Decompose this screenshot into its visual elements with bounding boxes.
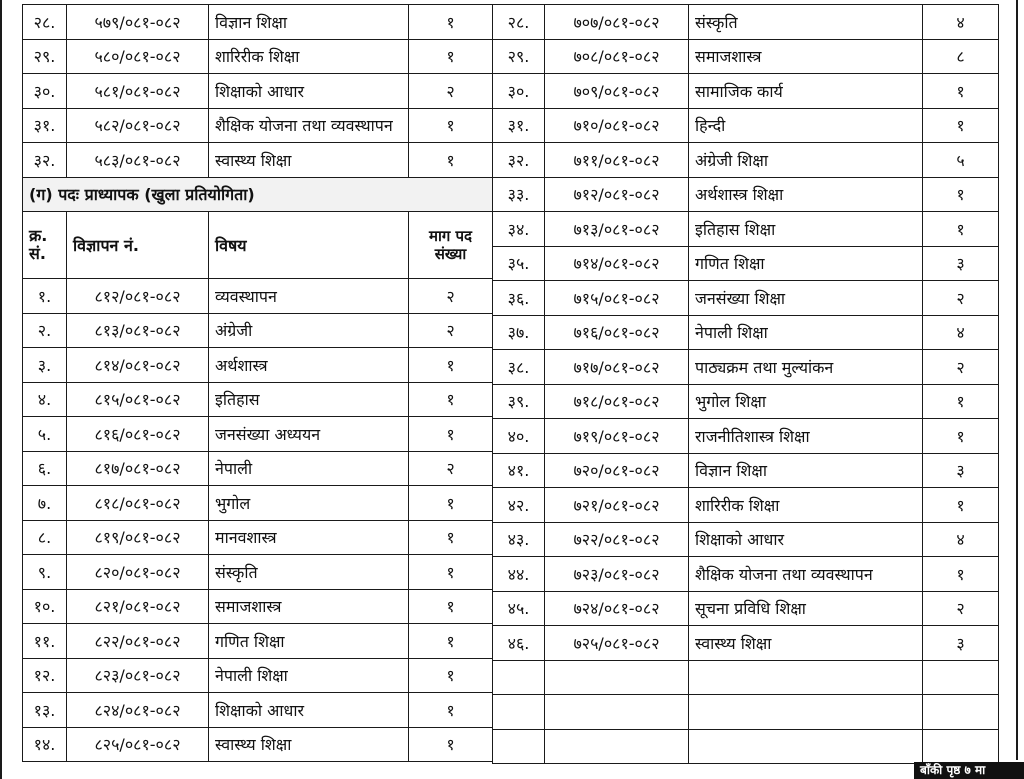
subject-cell: शिक्षाको आधार <box>209 74 409 109</box>
serial-number-cell: २९. <box>493 39 545 74</box>
posts-count-cell: १ <box>923 557 999 592</box>
subject-cell: नेपाली शिक्षा <box>209 658 409 693</box>
advertisement-number-cell: ७२३/०८१-०८२ <box>545 557 689 592</box>
advertisement-number-cell: ७२०/०८१-०८२ <box>545 453 689 488</box>
subject-cell: पाठ्यक्रम तथा मुल्यांकन <box>689 350 923 385</box>
table-row <box>23 520 493 555</box>
empty-cell <box>493 729 545 764</box>
table-row <box>23 624 493 659</box>
advertisement-number-cell: ८२३/०८१-०८२ <box>67 658 209 693</box>
subject-cell: गणित शिक्षा <box>689 246 923 281</box>
advertisement-number-cell: ५७९/०८१-०८२ <box>67 5 209 40</box>
advertisement-number-cell: ७१५/०८१-०८२ <box>545 281 689 316</box>
advertisement-number-cell: ५८२/०८१-०८२ <box>67 108 209 143</box>
serial-number-cell: १२. <box>23 658 67 693</box>
serial-number-cell: ६. <box>23 451 67 486</box>
advertisement-number-cell: ५८०/०८१-०८२ <box>67 39 209 74</box>
posts-count-cell: १ <box>409 555 493 590</box>
table-row <box>493 557 999 592</box>
subject-cell: इतिहास <box>209 382 409 417</box>
serial-number-cell: १. <box>23 279 67 314</box>
posts-count-cell: ३ <box>923 453 999 488</box>
subject-cell: हिन्दी <box>689 108 923 143</box>
empty-cell <box>923 729 999 764</box>
subject-cell: सामाजिक कार्य <box>689 74 923 109</box>
subject-cell: अंग्रेजी शिक्षा <box>689 143 923 178</box>
subject-cell: जनसंख्या शिक्षा <box>689 281 923 316</box>
subject-cell: शैक्षिक योजना तथा व्यवस्थापन <box>689 557 923 592</box>
serial-number-cell: ३३. <box>493 177 545 212</box>
posts-count-cell: १ <box>409 39 493 74</box>
advertisement-number-cell: ७१०/०८१-०८२ <box>545 108 689 143</box>
table-row <box>493 522 999 557</box>
posts-count-cell: १ <box>409 727 493 762</box>
serial-number-cell: ११. <box>23 624 67 659</box>
empty-cell <box>493 695 545 730</box>
empty-row <box>493 660 999 695</box>
posts-count-cell: ४ <box>923 522 999 557</box>
subject-cell: समाजशास्त्र <box>209 589 409 624</box>
table-row <box>493 74 999 109</box>
posts-count-cell: १ <box>923 177 999 212</box>
posts-count-cell: १ <box>409 486 493 521</box>
empty-cell <box>923 660 999 695</box>
serial-number-cell: १४. <box>23 727 67 762</box>
subject-cell: शिक्षाको आधार <box>209 693 409 728</box>
subject-cell: अर्थशास्त्र <box>209 348 409 383</box>
serial-number-cell: ३६. <box>493 281 545 316</box>
table-row <box>23 108 493 143</box>
serial-number-cell: ३०. <box>23 74 67 109</box>
table-row <box>493 39 999 74</box>
left-vacancy-table <box>22 4 493 762</box>
subject-cell: राजनीतिशास्त्र शिक्षा <box>689 419 923 454</box>
serial-number-cell: २९. <box>23 39 67 74</box>
continued-page-note: बाँकी पृष्ठ ७ मा <box>914 762 1024 779</box>
table-row <box>493 177 999 212</box>
posts-count-cell: १ <box>923 488 999 523</box>
subject-cell: शिक्षाको आधार <box>689 522 923 557</box>
posts-count-cell: १ <box>923 108 999 143</box>
advertisement-number-cell: ८१३/०८१-०८२ <box>67 313 209 348</box>
advertisement-number-cell: ८१४/०८१-०८२ <box>67 348 209 383</box>
serial-number-cell: ३८. <box>493 350 545 385</box>
subject-cell: भुगोल शिक्षा <box>689 384 923 419</box>
posts-count-cell: २ <box>923 350 999 385</box>
table-row <box>493 281 999 316</box>
advertisement-number-cell: ८१७/०८१-०८२ <box>67 451 209 486</box>
table-row <box>23 589 493 624</box>
subject-cell: विज्ञान शिक्षा <box>209 5 409 40</box>
serial-number-cell: ४३. <box>493 522 545 557</box>
empty-cell <box>689 660 923 695</box>
serial-number-cell: ४०. <box>493 419 545 454</box>
posts-count-cell: १ <box>409 382 493 417</box>
subject-cell: इतिहास शिक्षा <box>689 212 923 247</box>
table-row <box>23 658 493 693</box>
table-row <box>23 693 493 728</box>
table-row <box>23 451 493 486</box>
serial-number-cell: ४. <box>23 382 67 417</box>
posts-count-cell: ३ <box>923 626 999 661</box>
posts-count-cell: ५ <box>923 143 999 178</box>
serial-number-cell: ३४. <box>493 212 545 247</box>
left-table-body <box>23 5 493 762</box>
header-posts-count: माग पद संख्या <box>409 212 493 279</box>
posts-count-cell: १ <box>409 589 493 624</box>
table-row <box>493 591 999 626</box>
posts-count-cell: ४ <box>923 315 999 350</box>
table-row <box>23 486 493 521</box>
table-row <box>23 143 493 178</box>
serial-number-cell: ३२. <box>23 143 67 178</box>
posts-count-cell: २ <box>923 281 999 316</box>
serial-number-cell: १३. <box>23 693 67 728</box>
table-row <box>493 246 999 281</box>
subject-cell: स्वास्थ्य शिक्षा <box>209 727 409 762</box>
empty-row <box>493 729 999 764</box>
serial-number-cell: ४६. <box>493 626 545 661</box>
posts-count-cell: १ <box>409 348 493 383</box>
empty-cell <box>545 695 689 730</box>
subject-cell: अंग्रेजी <box>209 313 409 348</box>
serial-number-cell: ९. <box>23 555 67 590</box>
posts-count-cell: १ <box>409 143 493 178</box>
posts-count-cell: ८ <box>923 39 999 74</box>
serial-number-cell: १०. <box>23 589 67 624</box>
empty-cell <box>545 660 689 695</box>
serial-number-cell: ३५. <box>493 246 545 281</box>
advertisement-number-cell: ८१८/०८१-०८२ <box>67 486 209 521</box>
subject-cell: भुगोल <box>209 486 409 521</box>
serial-number-cell: ३९. <box>493 384 545 419</box>
subject-cell: सूचना प्रविधि शिक्षा <box>689 591 923 626</box>
table-row <box>23 727 493 762</box>
serial-number-cell: ३७. <box>493 315 545 350</box>
table-row <box>493 108 999 143</box>
subject-cell: स्वास्थ्य शिक्षा <box>689 626 923 661</box>
posts-count-cell: १ <box>923 419 999 454</box>
advertisement-number-cell: ७०९/०८१-०८२ <box>545 74 689 109</box>
posts-count-cell: १ <box>923 384 999 419</box>
posts-count-cell: २ <box>923 591 999 626</box>
header-advertisement-number: विज्ञापन नं. <box>67 212 209 279</box>
serial-number-cell: ४२. <box>493 488 545 523</box>
subject-cell: स्वास्थ्य शिक्षा <box>209 143 409 178</box>
posts-count-cell: १ <box>409 624 493 659</box>
table-row <box>23 39 493 74</box>
table-row <box>493 212 999 247</box>
table-row <box>23 348 493 383</box>
posts-count-cell: १ <box>409 417 493 452</box>
table-row <box>23 5 493 40</box>
empty-row <box>493 695 999 730</box>
advertisement-number-cell: ५८३/०८१-०८२ <box>67 143 209 178</box>
serial-number-cell: २. <box>23 313 67 348</box>
table-row <box>493 626 999 661</box>
advertisement-number-cell: ८१६/०८१-०८२ <box>67 417 209 452</box>
table-row <box>493 488 999 523</box>
advertisement-number-cell: ८२१/०८१-०८२ <box>67 589 209 624</box>
serial-number-cell: ७. <box>23 486 67 521</box>
subject-cell: संस्कृति <box>209 555 409 590</box>
subject-cell: अर्थशास्त्र शिक्षा <box>689 177 923 212</box>
serial-number-cell: ३२. <box>493 143 545 178</box>
subject-cell: जनसंख्या अध्ययन <box>209 417 409 452</box>
advertisement-number-cell: ७१४/०८१-०८२ <box>545 246 689 281</box>
table-row <box>493 384 999 419</box>
advertisement-number-cell: ७०८/०८१-०८२ <box>545 39 689 74</box>
serial-number-cell: ४५. <box>493 591 545 626</box>
advertisement-number-cell: ८१५/०८१-०८२ <box>67 382 209 417</box>
subject-cell: नेपाली <box>209 451 409 486</box>
table-row <box>23 74 493 109</box>
table-row <box>23 417 493 452</box>
empty-cell <box>689 729 923 764</box>
empty-cell <box>493 660 545 695</box>
header-subject: विषय <box>209 212 409 279</box>
subject-cell: शैक्षिक योजना तथा व्यवस्थापन <box>209 108 409 143</box>
table-row <box>493 315 999 350</box>
left-border-line <box>0 0 2 779</box>
subject-cell: शारिरीक शिक्षा <box>689 488 923 523</box>
table-row <box>493 143 999 178</box>
subject-cell: गणित शिक्षा <box>209 624 409 659</box>
advertisement-number-cell: ८१९/०८१-०८२ <box>67 520 209 555</box>
subject-cell: शारिरीक शिक्षा <box>209 39 409 74</box>
subject-cell: मानवशास्त्र <box>209 520 409 555</box>
subject-cell: व्यवस्थापन <box>209 279 409 314</box>
serial-number-cell: ४४. <box>493 557 545 592</box>
advertisement-number-cell: ७१८/०८१-०८२ <box>545 384 689 419</box>
advertisement-number-cell: ८२२/०८१-०८२ <box>67 624 209 659</box>
subject-cell: समाजशास्त्र <box>689 39 923 74</box>
serial-number-cell: ३१. <box>493 108 545 143</box>
advertisement-number-cell: ७१६/०८१-०८२ <box>545 315 689 350</box>
table-row <box>493 419 999 454</box>
table-row <box>493 350 999 385</box>
advertisement-number-cell: ७२१/०८१-०८२ <box>545 488 689 523</box>
advertisement-number-cell: ७१३/०८१-०८२ <box>545 212 689 247</box>
advertisement-number-cell: ७१२/०८१-०८२ <box>545 177 689 212</box>
subject-cell: संस्कृति <box>689 5 923 40</box>
subject-cell: नेपाली शिक्षा <box>689 315 923 350</box>
advertisement-number-cell: ७१९/०८१-०८२ <box>545 419 689 454</box>
advertisement-number-cell: ७०७/०८१-०८२ <box>545 5 689 40</box>
right-vacancy-table <box>492 4 999 764</box>
posts-count-cell: २ <box>409 279 493 314</box>
posts-count-cell: २ <box>409 74 493 109</box>
right-border-line <box>1016 0 1018 760</box>
serial-number-cell: ३. <box>23 348 67 383</box>
advertisement-number-cell: ७११/०८१-०८२ <box>545 143 689 178</box>
serial-number-cell: २८. <box>23 5 67 40</box>
posts-count-cell: २ <box>409 451 493 486</box>
table-row <box>23 279 493 314</box>
serial-number-cell: ८. <box>23 520 67 555</box>
serial-number-cell: ३०. <box>493 74 545 109</box>
serial-number-cell: ३१. <box>23 108 67 143</box>
posts-count-cell: १ <box>409 693 493 728</box>
table-row <box>493 453 999 488</box>
right-table-body <box>493 5 999 764</box>
posts-count-cell: ३ <box>923 246 999 281</box>
advertisement-number-cell: ८२५/०८१-०८२ <box>67 727 209 762</box>
table-row <box>23 555 493 590</box>
column-header-row <box>23 212 493 279</box>
posts-count-cell: १ <box>923 212 999 247</box>
advertisement-number-cell: ७१७/०८१-०८२ <box>545 350 689 385</box>
subject-cell: विज्ञान शिक्षा <box>689 453 923 488</box>
advertisement-number-cell: ८२०/०८१-०८२ <box>67 555 209 590</box>
advertisement-number-cell: ७२२/०८१-०८२ <box>545 522 689 557</box>
serial-number-cell: ४१. <box>493 453 545 488</box>
section-heading: (ग) पदः प्राध्यापक (खुला प्रतियोगिता) <box>23 177 493 212</box>
advertisement-number-cell: ८२४/०८१-०८२ <box>67 693 209 728</box>
posts-count-cell: १ <box>409 5 493 40</box>
advertisement-number-cell: ७२५/०८१-०८२ <box>545 626 689 661</box>
section-heading-row <box>23 177 493 212</box>
posts-count-cell: १ <box>409 520 493 555</box>
posts-count-cell: १ <box>923 74 999 109</box>
advertisement-number-cell: ८१२/०८१-०८२ <box>67 279 209 314</box>
serial-number-cell: ५. <box>23 417 67 452</box>
advertisement-number-cell: ७२४/०८१-०८२ <box>545 591 689 626</box>
advertisement-number-cell: ५८१/०८१-०८२ <box>67 74 209 109</box>
posts-count-cell: ४ <box>923 5 999 40</box>
table-row <box>493 5 999 40</box>
posts-count-cell: १ <box>409 658 493 693</box>
posts-count-cell: २ <box>409 313 493 348</box>
table-row <box>23 313 493 348</box>
header-serial-number: क्र. सं. <box>23 212 67 279</box>
empty-cell <box>923 695 999 730</box>
empty-cell <box>545 729 689 764</box>
table-row <box>23 382 493 417</box>
serial-number-cell: २८. <box>493 5 545 40</box>
empty-cell <box>689 695 923 730</box>
posts-count-cell: १ <box>409 108 493 143</box>
